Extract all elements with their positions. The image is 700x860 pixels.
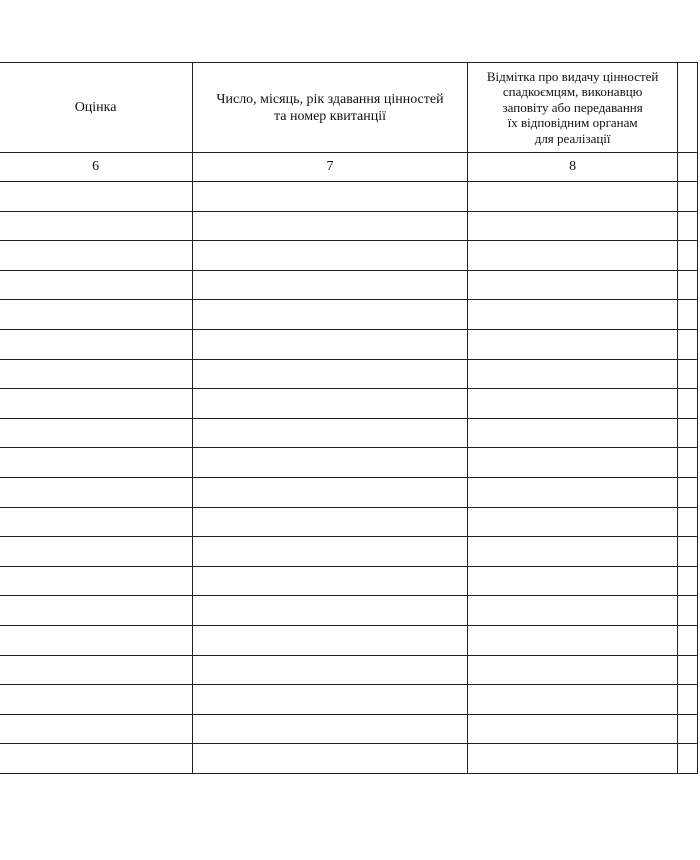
- table-cell[interactable]: [678, 507, 698, 537]
- table-cell[interactable]: [678, 448, 698, 478]
- column-number-next: [678, 153, 698, 182]
- table-cell[interactable]: [0, 714, 193, 744]
- table-cell[interactable]: [193, 566, 468, 596]
- table-cell[interactable]: [678, 329, 698, 359]
- table-row: [0, 744, 698, 774]
- table-cell[interactable]: [0, 270, 193, 300]
- table-cell[interactable]: [0, 418, 193, 448]
- table-cell[interactable]: [467, 448, 678, 478]
- table-cell[interactable]: [467, 507, 678, 537]
- table-cell[interactable]: [467, 685, 678, 715]
- table-cell[interactable]: [0, 477, 193, 507]
- table-cell[interactable]: [678, 566, 698, 596]
- table-cell[interactable]: [0, 241, 193, 271]
- table-row: [0, 389, 698, 419]
- table-cell[interactable]: [467, 596, 678, 626]
- table-cell[interactable]: [193, 389, 468, 419]
- table-row: [0, 537, 698, 567]
- table-cell[interactable]: [193, 596, 468, 626]
- column-number-6: 6: [0, 153, 193, 182]
- table-cell[interactable]: [678, 625, 698, 655]
- table-cell[interactable]: [193, 241, 468, 271]
- table-row: [0, 182, 698, 212]
- table-cell[interactable]: [193, 537, 468, 567]
- header-date-and-receipt: [193, 63, 468, 153]
- table-cell[interactable]: [193, 270, 468, 300]
- table-cell[interactable]: [0, 448, 193, 478]
- table-cell[interactable]: [193, 714, 468, 744]
- table-cell[interactable]: [193, 685, 468, 715]
- table-row: [0, 477, 698, 507]
- column-number-8: 8: [467, 153, 678, 182]
- table-cell[interactable]: [193, 211, 468, 241]
- table-row: [0, 448, 698, 478]
- column-number-7: 7: [193, 153, 468, 182]
- table-row: [0, 596, 698, 626]
- table-cell[interactable]: [0, 182, 193, 212]
- table-cell[interactable]: [0, 389, 193, 419]
- table-cell[interactable]: [467, 418, 678, 448]
- table-cell[interactable]: [678, 655, 698, 685]
- table-cell[interactable]: [193, 448, 468, 478]
- table-row: [0, 566, 698, 596]
- table-cell[interactable]: [467, 241, 678, 271]
- table-cell[interactable]: [0, 329, 193, 359]
- table-cell[interactable]: [467, 477, 678, 507]
- table-cell[interactable]: [467, 389, 678, 419]
- header-issue-mark: [467, 63, 678, 153]
- table-row: [0, 714, 698, 744]
- table-cell[interactable]: [0, 537, 193, 567]
- table-cell[interactable]: [678, 418, 698, 448]
- header-valuation-line: Оцінка: [74, 100, 117, 115]
- table-body: [0, 153, 698, 774]
- table-cell[interactable]: [193, 507, 468, 537]
- table-row: [0, 270, 698, 300]
- table-cell[interactable]: [0, 596, 193, 626]
- table-cell[interactable]: [0, 655, 193, 685]
- table-cell[interactable]: [0, 507, 193, 537]
- table-cell[interactable]: [678, 389, 698, 419]
- table-cell[interactable]: [467, 270, 678, 300]
- table-cell[interactable]: [467, 329, 678, 359]
- table-row: [0, 300, 698, 330]
- table-row: [0, 241, 698, 271]
- table-cell[interactable]: [467, 300, 678, 330]
- table-cell[interactable]: [467, 625, 678, 655]
- table-cell[interactable]: [678, 182, 698, 212]
- table-cell[interactable]: [0, 685, 193, 715]
- table-cell[interactable]: [467, 182, 678, 212]
- table-cell[interactable]: [678, 211, 698, 241]
- table-row: [0, 507, 698, 537]
- header-issue-line-3: заповіту або передавання: [502, 99, 643, 115]
- table-row: [0, 211, 698, 241]
- header-valuation: [0, 63, 193, 153]
- table-cell[interactable]: [467, 714, 678, 744]
- table-cell[interactable]: [193, 329, 468, 359]
- table-cell[interactable]: [0, 625, 193, 655]
- column-number-row: [0, 153, 698, 182]
- table-cell[interactable]: [467, 744, 678, 774]
- header-next-column: [678, 63, 698, 153]
- table-cell[interactable]: [193, 418, 468, 448]
- table-cell[interactable]: [0, 744, 193, 774]
- table-cell[interactable]: [467, 537, 678, 567]
- table-cell[interactable]: [193, 182, 468, 212]
- table-row: [0, 418, 698, 448]
- table-cell[interactable]: [678, 685, 698, 715]
- header-date-line-1: Число, місяць, рік здавання цінностей: [216, 91, 444, 107]
- table-row: [0, 685, 698, 715]
- table-cell[interactable]: [193, 300, 468, 330]
- table-cell[interactable]: [0, 211, 193, 241]
- table-cell[interactable]: [678, 241, 698, 271]
- table-row: [0, 329, 698, 359]
- table-cell[interactable]: [193, 625, 468, 655]
- header-row: [0, 63, 698, 153]
- table-cell[interactable]: [678, 477, 698, 507]
- header-issue-line-1: Відмітка про видачу цінностей: [486, 68, 659, 84]
- table-row: [0, 359, 698, 389]
- header-issue-line-2: спадкоємцям, виконавцю: [502, 84, 643, 100]
- table-cell[interactable]: [678, 596, 698, 626]
- table-cell[interactable]: [467, 211, 678, 241]
- table-cell[interactable]: [0, 359, 193, 389]
- table-cell[interactable]: [193, 655, 468, 685]
- table-cell[interactable]: [193, 744, 468, 774]
- table-cell[interactable]: [678, 270, 698, 300]
- header-issue-line-5: для реалізації: [534, 130, 611, 146]
- table-cell[interactable]: [0, 566, 193, 596]
- header-issue-line-4: їх відповідним органам: [507, 115, 638, 131]
- register-table: [0, 62, 698, 774]
- table-cell[interactable]: [678, 537, 698, 567]
- table-cell[interactable]: [678, 714, 698, 744]
- table-row: [0, 655, 698, 685]
- table-cell[interactable]: [678, 300, 698, 330]
- table-cell[interactable]: [467, 655, 678, 685]
- table-cell[interactable]: [678, 744, 698, 774]
- table-cell[interactable]: [467, 566, 678, 596]
- table-cell[interactable]: [193, 477, 468, 507]
- table-cell[interactable]: [193, 359, 468, 389]
- table-row: [0, 625, 698, 655]
- table-cell[interactable]: [467, 359, 678, 389]
- header-date-line-2: та номер квитанції: [274, 108, 386, 124]
- table-cell[interactable]: [0, 300, 193, 330]
- table-cell[interactable]: [678, 359, 698, 389]
